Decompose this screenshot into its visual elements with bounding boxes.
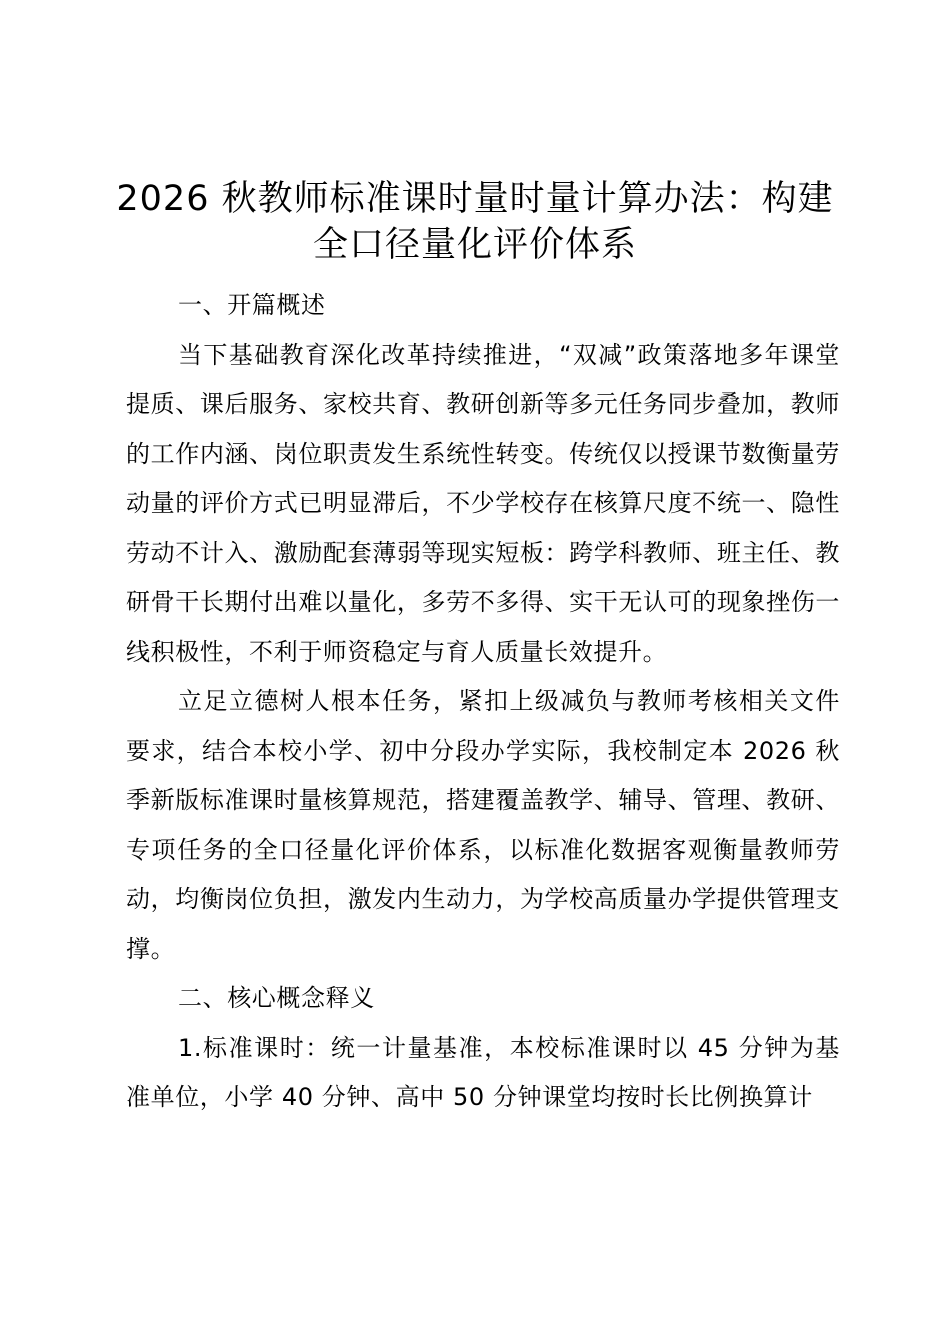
section-heading-concepts: 二、核心概念释义 [178, 984, 375, 1012]
document-title [0, 176, 950, 268]
title-line-2: 全口径量化评价体系 [312, 225, 637, 265]
paragraph-overview-1: 当下基础教育深化改革持续推进，“双减”政策落地多年课堂提质、课后服务、家校共育、教研创新等多元任务同步叠加，教师的工作内涵、岗位职责发生系统性转变。传统仅以授课节数衡量劳动量的评价方式已明显滞后，不少学校存在核算尺度不统一、隐性劳动不计入、激励配套薄弱等现实短板：跨学科教师、班主任、教研骨干长期付出难以量化，多劳不多得、实干无认可的现象挫伤一线积极性，不利于师资稳定与育人质量长效提升。 [126, 340, 840, 666]
paragraph-overview-2: 立足立德树人根本任务，紧扣上级减负与教师考核相关文件要求，结合本校小学、初中分段办学实际，我校制定本 2026 秋季新版标准课时量核算规范，搭建覆盖教学、辅导、管理、教研、专项任务的全口径量化评价体系，以标准化数据客观衡量教师劳动，均衡岗位负担，激发内生动力，为学校高质量办学提供管理支撑。 [126, 687, 840, 963]
paragraph-concepts-1: 1.标准课时：统一计量基准，本校标准课时以 45 分钟为基准单位，小学 40 分钟、高中 50 分钟课堂均按时长比例换算计 [126, 1033, 840, 1111]
title-line-1: 2026 秋教师标准课时量时量计算办法：构建 [116, 179, 834, 219]
section-heading-overview: 一、开篇概述 [178, 291, 326, 319]
document-body [126, 281, 840, 1123]
